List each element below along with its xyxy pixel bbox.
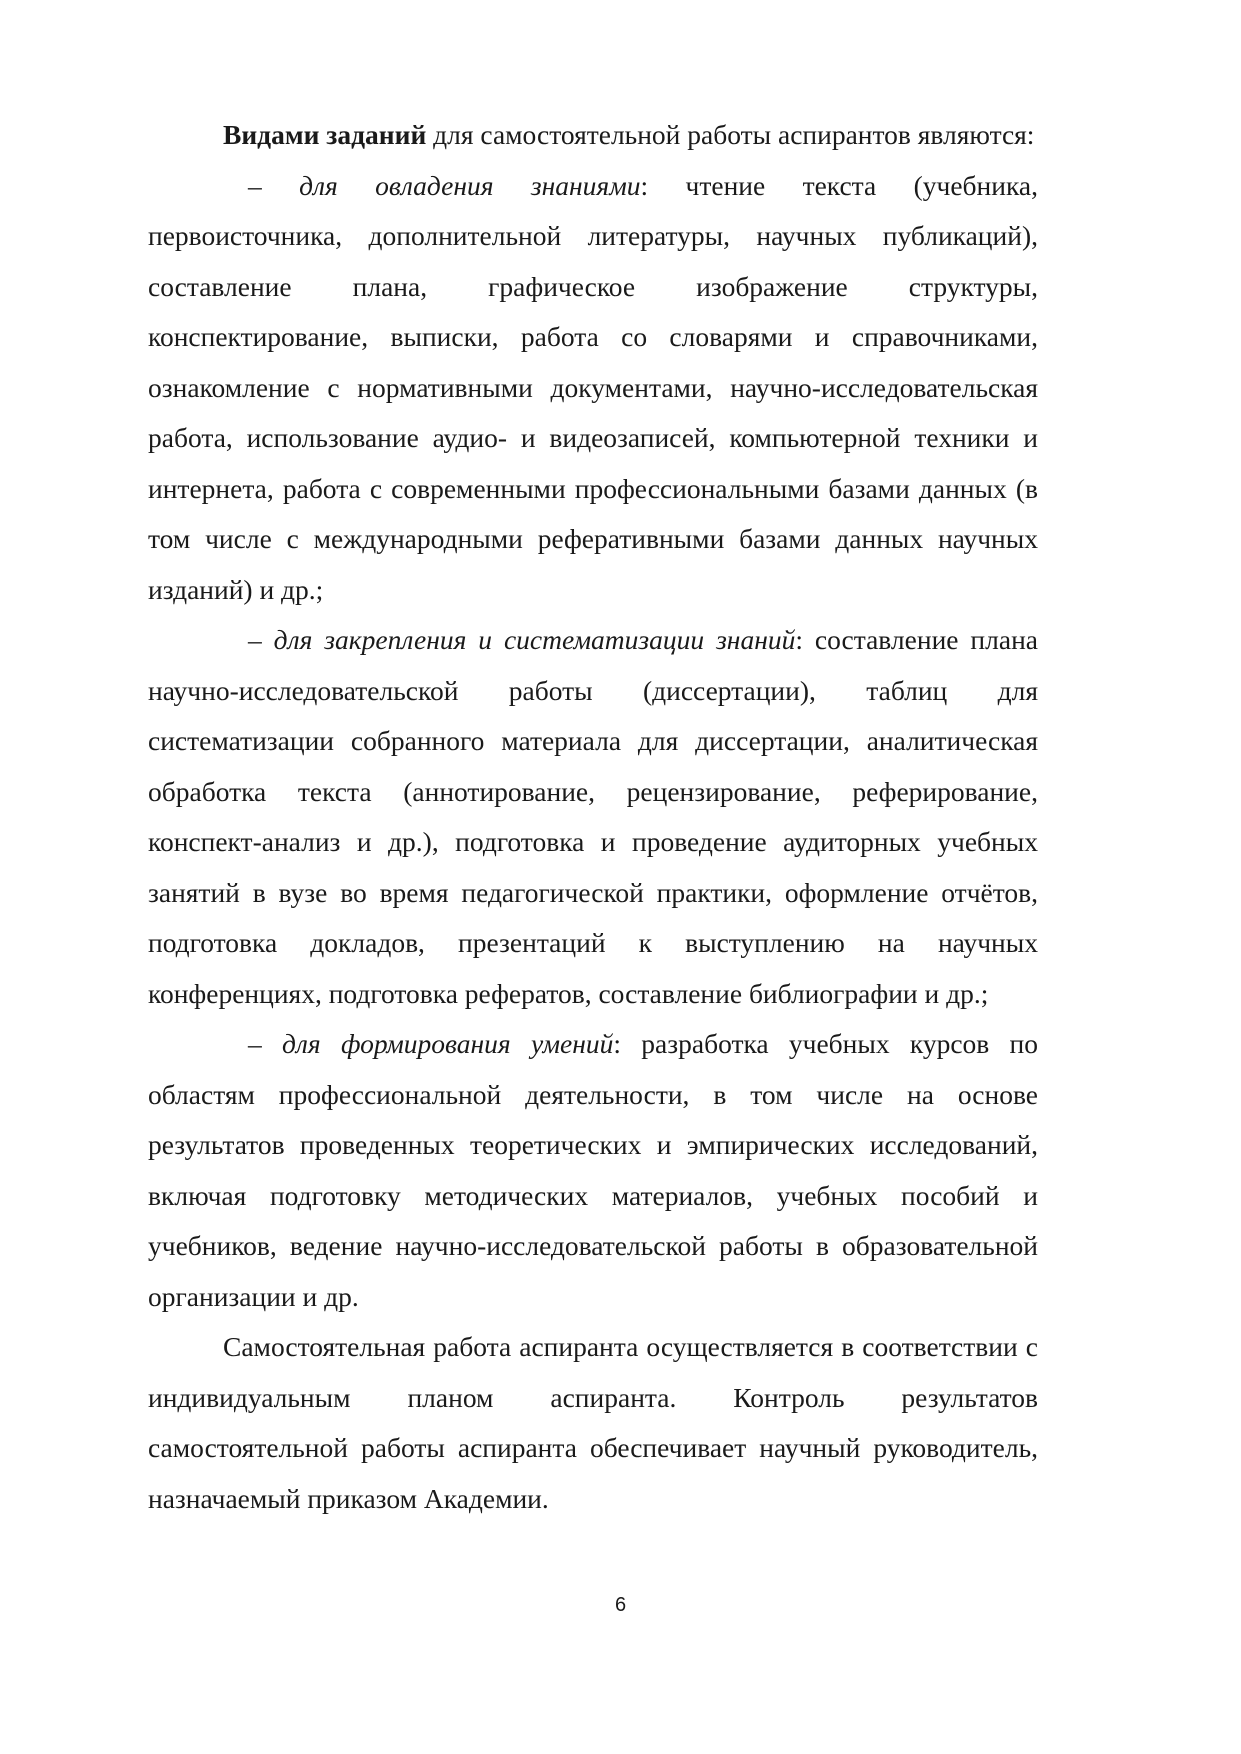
list-item-knowledge (148, 161, 1038, 616)
intro-paragraph (148, 110, 1038, 161)
list-item-skills (148, 1019, 1038, 1322)
list-item-skills-text: : разработка учебных курсов по областям профессиональной деятельности, в том числе на основе результатов проведенных теоретических и эмпирических исследований, включая подготовку методических материалов, учебных пособий и учебников, ведение научно-исследовательской работы в образовательной организации и др. (148, 1028, 1039, 1312)
intro-bold-lead: Видами заданий (223, 119, 427, 150)
list-item-consolidation (148, 615, 1038, 1019)
list-item-consolidation-text: : составление плана научно-исследовательской работы (диссертации), таблиц для систематизации собранного материала для диссертации, аналитическая обработка текста (аннотирование, рецензирование, реферирование, конспект-анализ и др.), подготовка и проведение аудиторных учебных занятий в вузе во время педагогической практики, оформление отчётов, подготовка докладов, презентаций к выступлению на научных конференциях, подготовка рефератов, составление библиографии и др.; (148, 624, 1038, 1009)
page-number: 6 (614, 1594, 627, 1616)
list-item-knowledge-text: : чтение текста (учебника, первоисточника, дополнительной литературы, научных публикаций), составление плана, графическое изображение структуры, конспектирование, выписки, работа со словарями и справочниками, ознакомление с нормативными документами, научно-исследовательская работа, использование аудио- и видеозаписей, компьютерной техники и интернета, работа с современными профессиональными базами данных (в том числе с международными реферативными базами данных научных изданий) и др.; (148, 169, 1038, 605)
body-text (148, 110, 1038, 1524)
list-item-consolidation-lead: – для закрепления и систематизации знаний (248, 624, 796, 655)
intro-text: для самостоятельной работы аспирантов являются: (426, 119, 1035, 150)
list-item-skills-lead: – для формирования умений (248, 1028, 614, 1059)
list-item-knowledge-lead: – для овладения знаниями (248, 169, 641, 201)
closing-paragraph (148, 1322, 1038, 1524)
closing-text: Самостоятельная работа аспиранта осуществляется в соответствии с индивидуальным планом аспиранта. Контроль результатов самостоятельной работы аспиранта обеспечивает научный руководитель, назначаемый приказом Академии. (148, 1331, 1038, 1514)
